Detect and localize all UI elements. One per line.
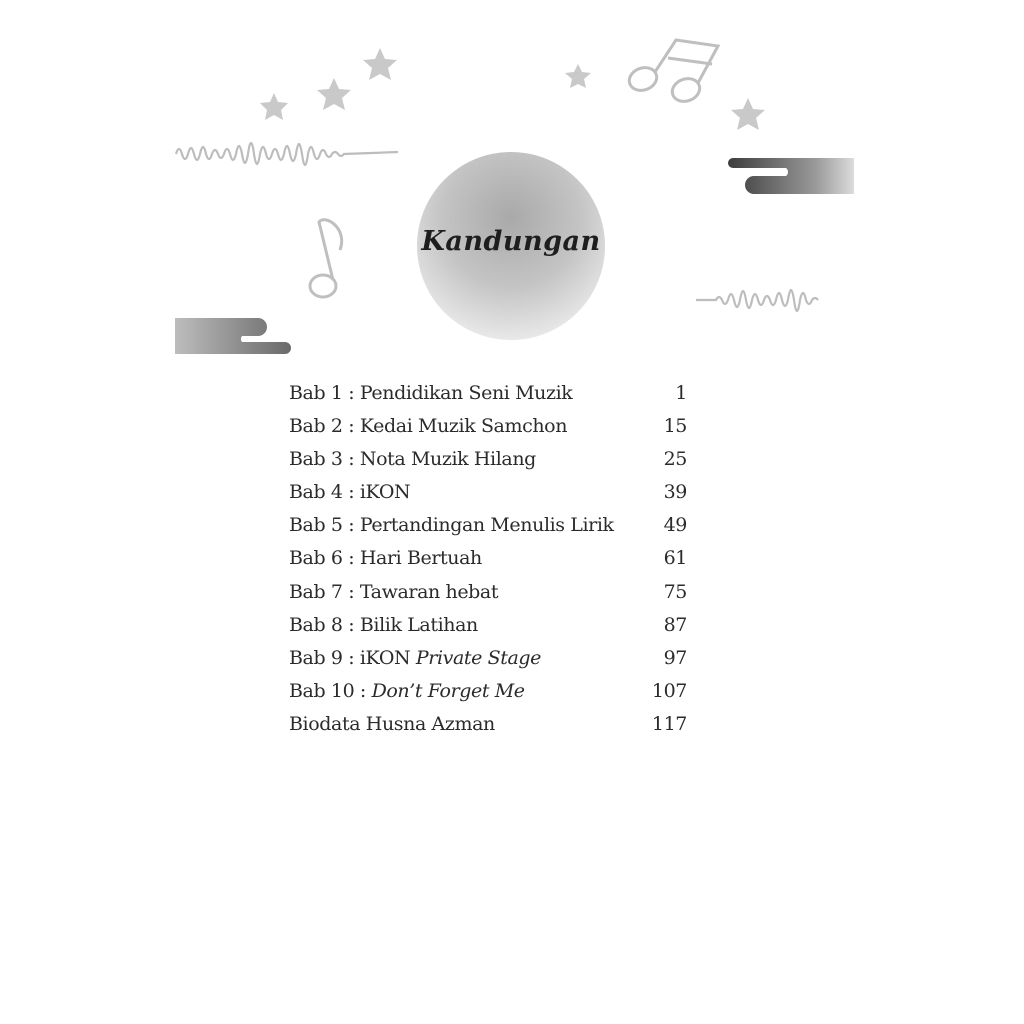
toc-chapter-number: Bab 2 :	[289, 415, 360, 438]
toc-page-number: 117	[651, 712, 687, 735]
toc-chapter-number: Bab 5 :	[289, 514, 360, 537]
toc-chapter-number: Bab 10 :	[289, 679, 372, 702]
toc-page-number: 49	[663, 514, 687, 537]
toc-row	[289, 542, 687, 575]
toc-entry-label	[289, 642, 541, 675]
toc-chapter-title-italic: Private Stage	[415, 646, 542, 669]
star-icon	[317, 78, 351, 110]
toc-chapter-number: Bab 9 :	[289, 646, 360, 669]
toc-chapter-title-italic: Don’t Forget Me	[371, 679, 525, 702]
toc-page-number: 25	[663, 448, 687, 471]
toc-entry-label	[289, 410, 567, 443]
toc-chapter-title: Tawaran hebat	[359, 580, 499, 603]
toc-row	[289, 576, 687, 609]
sound-wave-icon	[696, 290, 818, 311]
toc-chapter-title: iKON	[359, 481, 411, 504]
page-title: Kandungan	[421, 226, 601, 257]
toc-row	[289, 476, 687, 509]
toc-chapter-number: Bab 6 :	[289, 547, 360, 570]
toc-chapter-number: Bab 4 :	[289, 481, 360, 504]
toc-page-number: 15	[663, 415, 687, 438]
toc-page-number: 75	[663, 580, 687, 603]
toc-row	[289, 708, 687, 741]
music-note-icon	[626, 40, 718, 105]
toc-chapter-title: iKON	[359, 646, 416, 669]
toc-chapter-title: Nota Muzik Hilang	[359, 448, 536, 471]
toc-row	[289, 443, 687, 476]
toc-page-number: 1	[675, 382, 687, 404]
toc-row	[289, 642, 687, 675]
toc-row	[289, 377, 687, 410]
toc-page-number: 107	[651, 679, 687, 702]
star-icon	[731, 98, 765, 130]
toc-entry-label	[289, 708, 495, 741]
toc-page-number: 39	[663, 481, 687, 504]
toc-page-number: 61	[663, 547, 687, 570]
star-icon	[260, 93, 288, 120]
gradient-bar-decoration	[175, 318, 291, 354]
toc-row	[289, 509, 687, 542]
star-icon	[363, 48, 397, 80]
toc-page-number: 97	[663, 646, 687, 669]
toc-row	[289, 410, 687, 443]
table-of-contents	[289, 377, 687, 741]
toc-chapter-title: Biodata Husna Azman	[289, 712, 495, 735]
toc-chapter-title: Hari Bertuah	[359, 547, 482, 570]
toc-row	[289, 675, 687, 708]
toc-entry-label	[289, 509, 614, 542]
toc-entry-label	[289, 576, 498, 609]
toc-row	[289, 609, 687, 642]
toc-chapter-title: Pendidikan Seni Muzik	[359, 382, 573, 404]
gradient-bar-decoration	[728, 158, 854, 194]
toc-chapter-number: Bab 3 :	[289, 448, 360, 471]
star-icon	[565, 64, 591, 88]
toc-entry-label	[289, 675, 525, 708]
toc-entry-label	[289, 443, 536, 476]
toc-chapter-number: Bab 1 :	[289, 382, 360, 404]
toc-entry-label	[289, 609, 478, 642]
toc-entry-label	[289, 542, 482, 575]
toc-chapter-title: Pertandingan Menulis Lirik	[359, 514, 614, 537]
toc-entry-label	[289, 476, 410, 509]
toc-chapter-number: Bab 7 :	[289, 580, 360, 603]
toc-entry-label	[289, 377, 572, 410]
music-note-icon	[310, 220, 342, 297]
toc-chapter-title: Bilik Latihan	[359, 613, 478, 636]
toc-chapter-number: Bab 8 :	[289, 613, 360, 636]
sound-wave-icon	[176, 143, 398, 165]
toc-page-number: 87	[663, 613, 687, 636]
toc-chapter-title: Kedai Muzik Samchon	[359, 415, 568, 438]
